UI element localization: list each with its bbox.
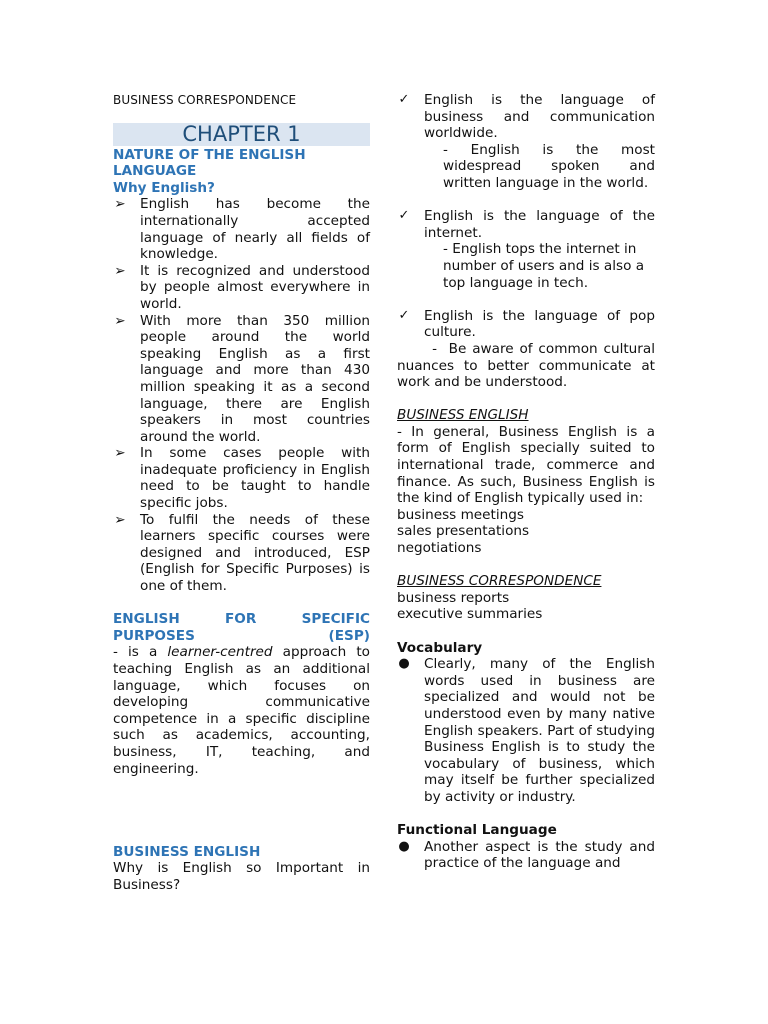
list-item: ● Clearly, many of the English words used in business are specialized and would not be understood even by many native English speakers. Part of studying Business English is to study the vocabulary of business, which may itself be further specialized by activity or industry. (398, 656, 655, 805)
sub-point: - English tops the internet in number of users and is also a top language in tech. (443, 241, 645, 291)
correspondence-item: business reports (397, 589, 510, 606)
list-item: ➢ To fulfil the needs of these learners specific courses were designed and introduced, ESP (English for Specific Purposes) is one of them. (114, 511, 370, 595)
usage-item: sales presentations (397, 523, 530, 540)
sub-point: - English is the most widespread spoken and written language in the world. (443, 141, 655, 191)
section-heading-business-english: BUSINESS ENGLISH (113, 843, 261, 860)
why-list-1 (397, 92, 655, 142)
arrow-bullet-icon: ➢ (114, 511, 126, 528)
culture-paragraph: - Be aware of common cultural nuances to better communicate at work and be understood. (397, 340, 660, 391)
checkmark-icon: ✓ (398, 208, 410, 224)
usage-item: business meetings (397, 506, 524, 523)
chapter-title: CHAPTER 1 (113, 123, 370, 146)
business-english-subheading: BUSINESS ENGLISH (397, 407, 529, 424)
list-item: ✓ English is the language of the internet. (398, 208, 655, 241)
arrow-bullet-icon: ➢ (114, 262, 126, 279)
arrow-bullet-icon: ➢ (114, 196, 126, 213)
functional-language-heading: Functional Language (397, 822, 557, 839)
why-list-2 (397, 208, 655, 241)
left-column (113, 92, 370, 893)
list-item: ✓ English is the language of pop culture. (398, 307, 655, 341)
section-heading-why-english: Why English? (113, 179, 215, 196)
correspondence-item: executive summaries (397, 606, 543, 623)
list-item: ➢ It is recognized and understood by people almost everywhere in world. (114, 262, 370, 312)
section-heading-esp: ENGLISH FOR SPECIFIC PURPOSES (ESP) (113, 611, 370, 644)
right-column (397, 92, 660, 872)
arrow-bullet-icon: ➢ (114, 312, 126, 329)
round-bullet-icon: ● (398, 656, 410, 672)
checkmark-icon: ✓ (398, 307, 410, 323)
list-item: ● Another aspect is the study and practice of the language and (398, 838, 655, 872)
vocabulary-heading: Vocabulary (397, 639, 483, 656)
why-list-3 (397, 308, 655, 341)
list-item: ➢ English has become the internationally accepted language of nearly all fields of knowledge. (114, 196, 370, 263)
functional-language-list (397, 839, 655, 872)
business-correspondence-subheading: BUSINESS CORRESPONDENCE (397, 573, 602, 590)
esp-paragraph: - is a learner-centred approach to teaching English as an additional language, which focuses on developing communicative competence in a specific discipline such as academics, accounting, business, IT, teaching, and engineering. (113, 644, 371, 777)
document-header: BUSINESS CORRESPONDENCE (113, 93, 297, 107)
reasons-list (113, 196, 370, 594)
arrow-bullet-icon: ➢ (114, 445, 126, 462)
learner-centred-term: learner-centred (167, 644, 273, 661)
usage-item: negotiations (397, 540, 482, 557)
checkmark-icon: ✓ (398, 92, 410, 107)
business-question: Why is English so Important in Business? (113, 860, 370, 893)
round-bullet-icon: ● (398, 838, 410, 854)
vocabulary-list (397, 656, 655, 805)
business-english-paragraph: - In general, Business English is a form of English specially suited to international trade, commerce and finance. As such, Business English is the kind of English typically used in: (397, 423, 655, 507)
section-heading-nature: NATURE OF THE ENGLISH LANGUAGE (113, 146, 306, 180)
list-item: ➢ In some cases people with inadequate proficiency in English need to be taught to handle specific jobs. (114, 445, 370, 512)
list-item: ✓ English is the language of business and communication worldwide. (398, 92, 655, 142)
list-item: ➢ With more than 350 million people around the world speaking English as a first language and more than 430 million speaking it as a second language, there are English speakers in most countries around the world. (114, 312, 370, 445)
